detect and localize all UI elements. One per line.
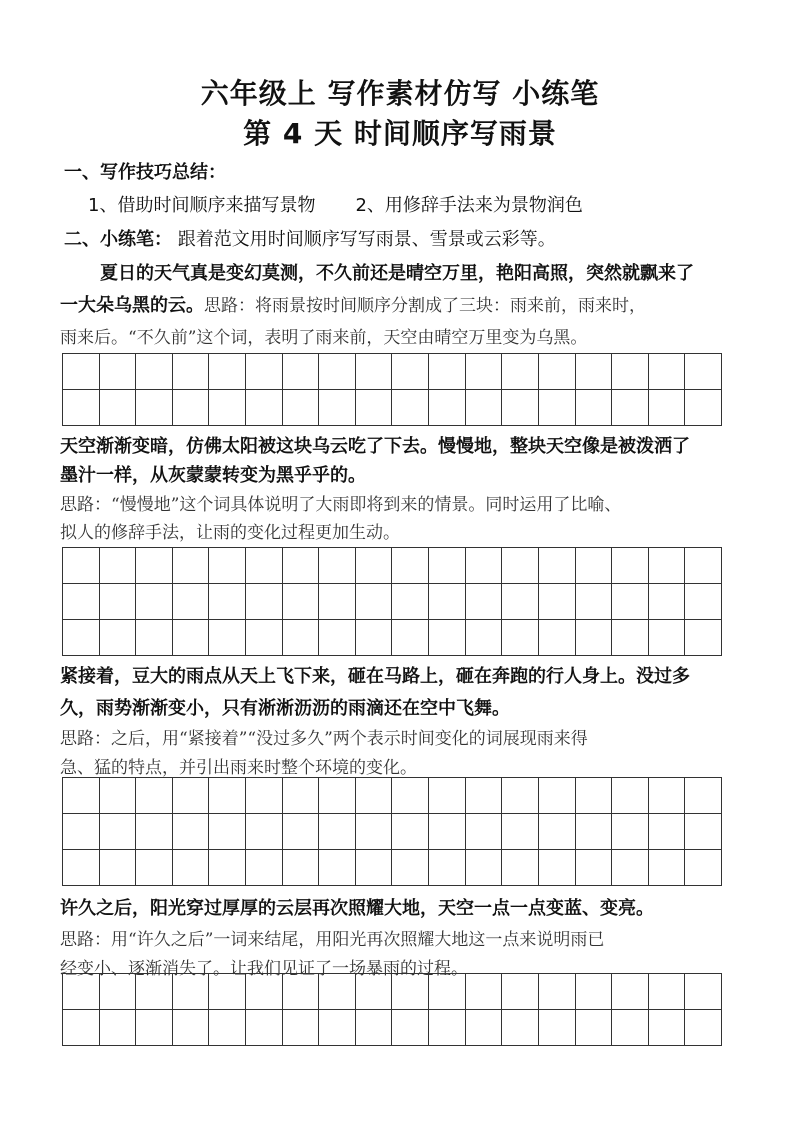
- grid-cell[interactable]: [319, 620, 356, 656]
- grid-cell[interactable]: [685, 1010, 722, 1046]
- grid-cell[interactable]: [209, 814, 246, 850]
- grid-cell[interactable]: [612, 1010, 649, 1046]
- grid-cell[interactable]: [319, 354, 356, 390]
- grid-row: [63, 584, 722, 620]
- grid-cell[interactable]: [648, 778, 685, 814]
- grid-cell[interactable]: [575, 620, 612, 656]
- grid-cell[interactable]: [246, 548, 283, 584]
- grid-cell[interactable]: [429, 814, 466, 850]
- grid-cell[interactable]: [209, 390, 246, 426]
- grid-cell[interactable]: [355, 390, 392, 426]
- grid-cell[interactable]: [63, 354, 100, 390]
- grid-cell[interactable]: [136, 390, 173, 426]
- grid-cell[interactable]: [282, 974, 319, 1010]
- grid-cell[interactable]: [99, 354, 136, 390]
- grid-cell[interactable]: [355, 850, 392, 886]
- grid-cell[interactable]: [99, 778, 136, 814]
- grid-row: [63, 1010, 722, 1046]
- grid-cell[interactable]: [246, 974, 283, 1010]
- grid-cell[interactable]: [538, 354, 575, 390]
- grid-cell[interactable]: [465, 620, 502, 656]
- grid-cell[interactable]: [465, 548, 502, 584]
- grid-cell[interactable]: [282, 584, 319, 620]
- grid-cell[interactable]: [392, 584, 429, 620]
- grid-cell[interactable]: [648, 974, 685, 1010]
- grid-cell[interactable]: [392, 814, 429, 850]
- paragraph-1-think-line2: 雨来后。“不久前”这个词，表明了雨来前，天空由晴空万里变为乌黑。: [60, 328, 588, 348]
- grid-cell[interactable]: [136, 814, 173, 850]
- grid-cell[interactable]: [685, 584, 722, 620]
- grid-cell[interactable]: [538, 814, 575, 850]
- writing-grid-3[interactable]: [62, 777, 722, 886]
- grid-cell[interactable]: [612, 584, 649, 620]
- paragraph-4-think-line1: 思路：用“许久之后”一词来结尾，用阳光再次照耀大地这一点来说明雨已: [60, 930, 605, 950]
- grid-cell[interactable]: [648, 584, 685, 620]
- grid-cell[interactable]: [502, 584, 539, 620]
- grid-cell[interactable]: [172, 354, 209, 390]
- grid-cell[interactable]: [355, 778, 392, 814]
- grid-cell[interactable]: [282, 814, 319, 850]
- paragraph-3-think-line2: 急、猛的特点，并引出雨来时整个环境的变化。: [60, 758, 417, 778]
- grid-cell[interactable]: [648, 850, 685, 886]
- grid-cell[interactable]: [136, 548, 173, 584]
- grid-cell[interactable]: [136, 1010, 173, 1046]
- grid-cell[interactable]: [648, 390, 685, 426]
- practice-instruction: 跟着范文用时间顺序写写雨景、雪景或云彩等。: [177, 229, 556, 250]
- paragraph-3-think-line1: 思路：之后，用“紧接着”“没过多久”两个表示时间变化的词展现雨来得: [60, 729, 588, 749]
- grid-cell[interactable]: [172, 548, 209, 584]
- grid-cell[interactable]: [538, 1010, 575, 1046]
- grid-cell[interactable]: [246, 850, 283, 886]
- grid-cell[interactable]: [612, 548, 649, 584]
- grid-cell[interactable]: [209, 620, 246, 656]
- grid-cell[interactable]: [319, 814, 356, 850]
- grid-cell[interactable]: [63, 584, 100, 620]
- grid-cell[interactable]: [99, 584, 136, 620]
- grid-cell[interactable]: [319, 548, 356, 584]
- grid-cell[interactable]: [282, 548, 319, 584]
- grid-row: [63, 390, 722, 426]
- grid-cell[interactable]: [502, 814, 539, 850]
- grid-cell[interactable]: [136, 850, 173, 886]
- grid-cell[interactable]: [246, 814, 283, 850]
- grid-cell[interactable]: [685, 390, 722, 426]
- section-heading-practice: 二、小练笔：: [64, 229, 172, 250]
- grid-cell[interactable]: [355, 548, 392, 584]
- grid-row: [63, 354, 722, 390]
- grid-cell[interactable]: [172, 778, 209, 814]
- grid-cell[interactable]: [648, 548, 685, 584]
- grid-cell[interactable]: [429, 850, 466, 886]
- grid-row: [63, 548, 722, 584]
- grid-cell[interactable]: [465, 390, 502, 426]
- grid-cell[interactable]: [172, 584, 209, 620]
- grid-cell[interactable]: [63, 548, 100, 584]
- grid-cell[interactable]: [99, 390, 136, 426]
- paragraph-1-line2: [60, 293, 740, 319]
- writing-grid-1[interactable]: [62, 353, 722, 426]
- grid-cell[interactable]: [63, 1010, 100, 1046]
- grid-cell[interactable]: [465, 584, 502, 620]
- grid-cell[interactable]: [538, 778, 575, 814]
- grid-row: [63, 778, 722, 814]
- grid-cell[interactable]: [282, 390, 319, 426]
- grid-cell[interactable]: [465, 850, 502, 886]
- grid-cell[interactable]: [502, 1010, 539, 1046]
- grid-cell[interactable]: [429, 1010, 466, 1046]
- grid-cell[interactable]: [429, 584, 466, 620]
- grid-cell[interactable]: [319, 1010, 356, 1046]
- grid-cell[interactable]: [355, 584, 392, 620]
- grid-cell[interactable]: [685, 548, 722, 584]
- grid-row: [63, 974, 722, 1010]
- grid-cell[interactable]: [246, 584, 283, 620]
- grid-cell[interactable]: [209, 974, 246, 1010]
- paragraph-1-think-line1: 思路：将雨景按时间顺序分割成了三块：雨来前，雨来时，: [204, 296, 646, 316]
- grid-cell[interactable]: [392, 620, 429, 656]
- grid-cell[interactable]: [502, 620, 539, 656]
- grid-cell[interactable]: [392, 778, 429, 814]
- grid-cell[interactable]: [172, 974, 209, 1010]
- grid-cell[interactable]: [282, 1010, 319, 1046]
- grid-cell[interactable]: [685, 814, 722, 850]
- grid-cell[interactable]: [99, 974, 136, 1010]
- grid-cell[interactable]: [172, 850, 209, 886]
- grid-cell[interactable]: [246, 1010, 283, 1046]
- grid-cell[interactable]: [319, 778, 356, 814]
- grid-cell[interactable]: [99, 620, 136, 656]
- grid-cell[interactable]: [282, 620, 319, 656]
- grid-cell[interactable]: [575, 850, 612, 886]
- page-title: 六年级上 写作素材仿写 小练笔: [200, 77, 600, 110]
- grid-cell[interactable]: [429, 778, 466, 814]
- grid-cell[interactable]: [136, 584, 173, 620]
- grid-cell[interactable]: [172, 620, 209, 656]
- grid-cell[interactable]: [685, 850, 722, 886]
- paragraph-2-sentence-line1: 天空渐渐变暗，仿佛太阳被这块乌云吃了下去。慢慢地，整块天空像是被泼洒了: [60, 436, 690, 457]
- grid-cell[interactable]: [538, 584, 575, 620]
- grid-cell[interactable]: [685, 778, 722, 814]
- grid-row: [63, 850, 722, 886]
- tip-1: 1、借助时间顺序来描写景物: [88, 195, 316, 216]
- paragraph-4-sentence-line1: 许久之后，阳光穿过厚厚的云层再次照耀大地，天空一点一点变蓝、变亮。: [60, 898, 654, 919]
- grid-cell[interactable]: [246, 390, 283, 426]
- grid-cell[interactable]: [392, 1010, 429, 1046]
- page-subtitle: 第 4 天 时间顺序写雨景: [243, 117, 557, 150]
- grid-cell[interactable]: [392, 354, 429, 390]
- grid-row: [63, 620, 722, 656]
- tips-row: [88, 193, 768, 219]
- grid-cell[interactable]: [282, 850, 319, 886]
- grid-cell[interactable]: [575, 778, 612, 814]
- grid-cell[interactable]: [319, 850, 356, 886]
- grid-cell[interactable]: [136, 778, 173, 814]
- writing-grid-4[interactable]: [62, 973, 722, 1046]
- grid-cell[interactable]: [502, 778, 539, 814]
- paragraph-1-sentence-line2: 一大朵乌黑的云。: [60, 295, 204, 316]
- grid-cell[interactable]: [575, 814, 612, 850]
- grid-cell[interactable]: [209, 1010, 246, 1046]
- grid-cell[interactable]: [502, 390, 539, 426]
- grid-cell[interactable]: [575, 974, 612, 1010]
- grid-cell[interactable]: [99, 814, 136, 850]
- grid-cell[interactable]: [429, 390, 466, 426]
- grid-cell[interactable]: [392, 850, 429, 886]
- writing-grid-2[interactable]: [62, 547, 722, 656]
- grid-cell[interactable]: [575, 354, 612, 390]
- grid-cell[interactable]: [63, 778, 100, 814]
- grid-cell[interactable]: [282, 354, 319, 390]
- grid-cell[interactable]: [429, 620, 466, 656]
- grid-cell[interactable]: [63, 620, 100, 656]
- paragraph-1-sentence-line1: 夏日的天气真是变幻莫测，不久前还是晴空万里，艳阳高照，突然就飘来了: [100, 263, 694, 284]
- grid-cell[interactable]: [209, 850, 246, 886]
- grid-cell[interactable]: [612, 778, 649, 814]
- section-heading-tips: 一、写作技巧总结：: [64, 162, 226, 183]
- grid-cell[interactable]: [575, 548, 612, 584]
- grid-cell[interactable]: [612, 354, 649, 390]
- grid-cell[interactable]: [209, 778, 246, 814]
- grid-cell[interactable]: [63, 814, 100, 850]
- grid-cell[interactable]: [612, 850, 649, 886]
- grid-cell[interactable]: [319, 974, 356, 1010]
- grid-cell[interactable]: [538, 620, 575, 656]
- grid-cell[interactable]: [355, 814, 392, 850]
- grid-cell[interactable]: [648, 1010, 685, 1046]
- grid-cell[interactable]: [685, 974, 722, 1010]
- grid-cell[interactable]: [685, 354, 722, 390]
- grid-cell[interactable]: [502, 354, 539, 390]
- paragraph-2-think-line2: 拟人的修辞手法，让雨的变化过程更加生动。: [60, 523, 400, 543]
- grid-cell[interactable]: [319, 390, 356, 426]
- grid-cell[interactable]: [355, 974, 392, 1010]
- paragraph-4-think-line2: 经变小、逐渐消失了。让我们见证了一场暴雨的过程。: [60, 959, 468, 979]
- grid-cell[interactable]: [538, 974, 575, 1010]
- grid-cell[interactable]: [136, 974, 173, 1010]
- grid-cell[interactable]: [575, 390, 612, 426]
- grid-cell[interactable]: [63, 850, 100, 886]
- grid-cell[interactable]: [465, 1010, 502, 1046]
- grid-cell[interactable]: [648, 814, 685, 850]
- grid-cell[interactable]: [612, 390, 649, 426]
- grid-cell[interactable]: [392, 974, 429, 1010]
- grid-cell[interactable]: [538, 850, 575, 886]
- grid-cell[interactable]: [538, 548, 575, 584]
- grid-cell[interactable]: [246, 778, 283, 814]
- grid-cell[interactable]: [465, 814, 502, 850]
- tip-2: 2、用修辞手法来为景物润色: [355, 195, 583, 216]
- grid-cell[interactable]: [612, 620, 649, 656]
- grid-cell[interactable]: [172, 390, 209, 426]
- section-heading-practice-row: [64, 227, 744, 253]
- grid-cell[interactable]: [465, 354, 502, 390]
- grid-cell[interactable]: [136, 620, 173, 656]
- grid-cell[interactable]: [502, 548, 539, 584]
- grid-cell[interactable]: [209, 584, 246, 620]
- grid-cell[interactable]: [685, 620, 722, 656]
- grid-cell[interactable]: [172, 1010, 209, 1046]
- grid-cell[interactable]: [355, 1010, 392, 1046]
- grid-cell[interactable]: [392, 548, 429, 584]
- grid-cell[interactable]: [355, 620, 392, 656]
- grid-cell[interactable]: [538, 390, 575, 426]
- grid-cell[interactable]: [136, 354, 173, 390]
- grid-cell[interactable]: [209, 548, 246, 584]
- grid-cell[interactable]: [465, 778, 502, 814]
- grid-cell[interactable]: [63, 390, 100, 426]
- paragraph-2-think-line1: 思路：“慢慢地”这个词具体说明了大雨即将到来的情景。同时运用了比喻、: [60, 495, 622, 515]
- paragraph-2-sentence-line2: 墨汁一样，从灰蒙蒙转变为黑乎乎的。: [60, 465, 366, 486]
- grid-cell[interactable]: [246, 620, 283, 656]
- grid-cell[interactable]: [575, 584, 612, 620]
- grid-cell[interactable]: [612, 974, 649, 1010]
- grid-cell[interactable]: [502, 850, 539, 886]
- grid-cell[interactable]: [282, 778, 319, 814]
- grid-cell[interactable]: [429, 548, 466, 584]
- grid-cell[interactable]: [99, 548, 136, 584]
- paragraph-3-sentence-line2: 久，雨势渐渐变小，只有淅淅沥沥的雨滴还在空中飞舞。: [60, 698, 510, 719]
- grid-cell[interactable]: [502, 974, 539, 1010]
- grid-cell[interactable]: [429, 354, 466, 390]
- grid-cell[interactable]: [209, 354, 246, 390]
- grid-cell[interactable]: [319, 584, 356, 620]
- grid-cell[interactable]: [648, 620, 685, 656]
- grid-cell[interactable]: [612, 814, 649, 850]
- paragraph-3-sentence-line1: 紧接着，豆大的雨点从天上飞下来，砸在马路上，砸在奔跑的行人身上。没过多: [60, 666, 690, 687]
- grid-cell[interactable]: [99, 1010, 136, 1046]
- grid-cell[interactable]: [246, 354, 283, 390]
- grid-cell[interactable]: [355, 354, 392, 390]
- grid-cell[interactable]: [172, 814, 209, 850]
- grid-row: [63, 814, 722, 850]
- grid-cell[interactable]: [575, 1010, 612, 1046]
- grid-cell[interactable]: [99, 850, 136, 886]
- grid-cell[interactable]: [648, 354, 685, 390]
- grid-cell[interactable]: [392, 390, 429, 426]
- grid-cell[interactable]: [63, 974, 100, 1010]
- grid-cell[interactable]: [465, 974, 502, 1010]
- grid-cell[interactable]: [429, 974, 466, 1010]
